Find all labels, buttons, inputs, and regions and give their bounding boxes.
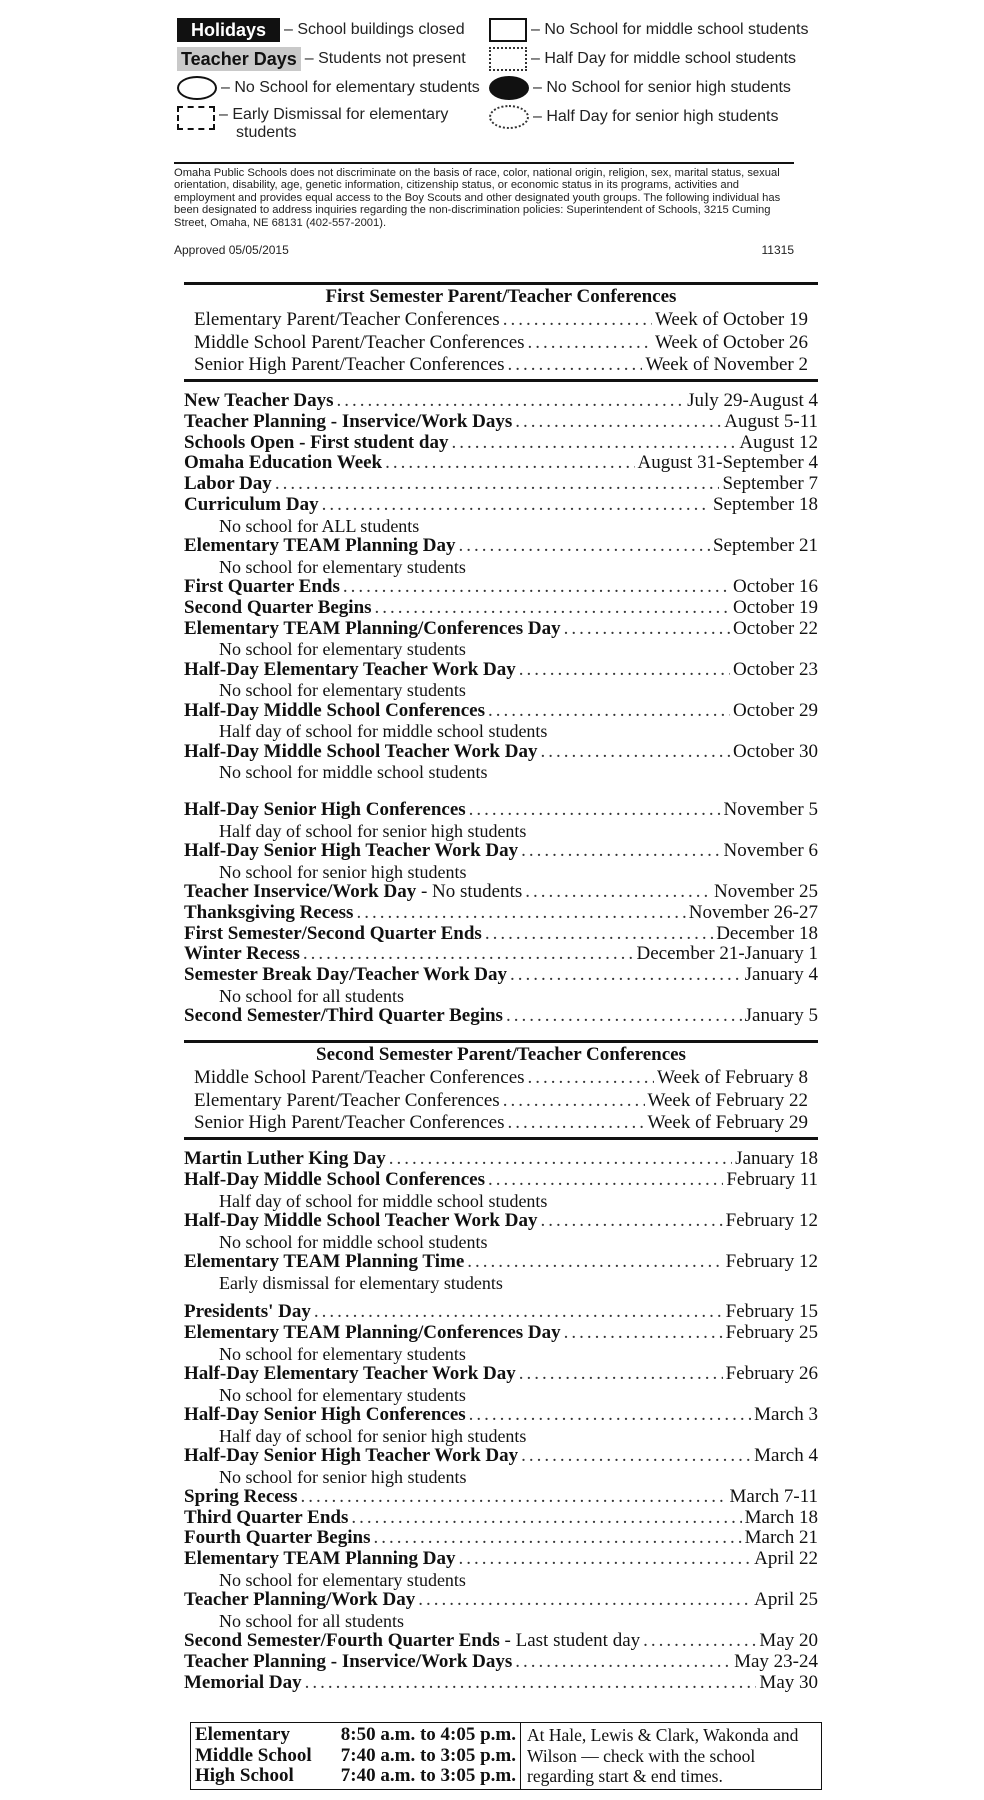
event-date: March 21 <box>744 1527 818 1549</box>
event-title: Second Semester/Fourth Quarter Ends <box>184 1630 500 1652</box>
conference-row <box>184 354 818 377</box>
event-row <box>184 474 818 495</box>
event-name <box>184 536 455 557</box>
event-row <box>184 1149 818 1170</box>
event-note: No school for elementary students <box>219 1343 466 1364</box>
event-name <box>184 495 319 516</box>
legend-half-day-middle <box>489 47 796 71</box>
event-date: February 12 <box>725 1209 818 1231</box>
event-name <box>184 1446 518 1467</box>
legend-holidays-desc: – School buildings closed <box>284 21 465 38</box>
event-name <box>184 1323 561 1344</box>
event-row <box>184 1487 818 1508</box>
leader-dots <box>322 495 710 516</box>
event-row <box>184 1673 818 1694</box>
leader-dots <box>525 882 711 903</box>
event-note: No school for all students <box>219 1610 404 1631</box>
event-name <box>184 1652 512 1673</box>
first-semester-conferences <box>184 282 818 382</box>
leader-dots <box>351 1508 741 1529</box>
event-note: Early dismissal for elementary students <box>219 1272 503 1293</box>
event-title: Teacher Inservice/Work Day <box>184 881 417 902</box>
event-title: Teacher Planning - Inservice/Work Days <box>184 1650 513 1672</box>
event-title: Second Semester/Third Quarter Begins <box>184 1005 503 1027</box>
filled-ellipse-icon <box>489 76 529 100</box>
leader-dots <box>507 1112 644 1135</box>
event-row <box>184 1006 818 1027</box>
divider <box>184 1137 818 1140</box>
legend-no-school-middle-desc: – No School for middle school students <box>531 21 809 38</box>
event-title: Thanksgiving Recess <box>184 901 354 923</box>
school-level: Elementary <box>195 1724 290 1745</box>
event-row <box>184 1508 818 1529</box>
leader-dots <box>385 453 634 474</box>
legend-holidays <box>177 18 465 42</box>
event-name <box>184 660 516 681</box>
event-row <box>184 924 818 945</box>
event-title: Elementary TEAM Planning Day <box>184 534 456 556</box>
event-row <box>184 882 818 903</box>
event-title: New Teacher Days <box>184 390 334 411</box>
event-qualifier: - Last student day <box>499 1630 641 1652</box>
dotted-ellipse-icon <box>489 105 529 129</box>
event-title: Memorial Day <box>184 1671 302 1693</box>
event-date: February 12 <box>725 1250 818 1272</box>
event-date: October 29 <box>733 699 818 721</box>
leader-dots <box>515 412 721 433</box>
event-note: No school for elementary students <box>219 639 466 660</box>
event-title: Half-Day Senior High Conferences <box>184 1403 466 1425</box>
leader-dots <box>375 598 731 619</box>
event-name <box>184 619 561 640</box>
school-hours-row <box>195 1746 516 1767</box>
event-title: Half-Day Senior High Teacher Work Day <box>184 840 519 861</box>
event-name <box>184 800 466 821</box>
event-note: No school for ALL students <box>219 515 420 536</box>
leader-dots <box>488 1170 723 1191</box>
school-time: 8:50 a.m. to 4:05 p.m. <box>340 1724 516 1745</box>
event-date: March 18 <box>744 1506 818 1528</box>
event-date: February 15 <box>725 1301 818 1322</box>
leader-dots <box>314 1302 723 1323</box>
event-name <box>184 1590 415 1611</box>
event-date: January 5 <box>744 1005 818 1027</box>
open-ellipse-icon <box>177 76 217 100</box>
event-row <box>184 1528 818 1549</box>
event-note: No school for elementary students <box>219 1569 466 1590</box>
event-title: Elementary TEAM Planning Time <box>184 1250 465 1272</box>
event-title: Omaha Education Week <box>184 452 383 474</box>
event-row <box>184 1652 818 1673</box>
event-row <box>184 1631 818 1652</box>
event-date: May 20 <box>759 1630 818 1652</box>
event-date: March 4 <box>754 1444 818 1466</box>
leader-dots <box>510 965 742 986</box>
event-title: Elementary TEAM Planning/Conferences Day <box>184 1321 561 1343</box>
leader-dots <box>503 1090 645 1113</box>
event-row <box>184 660 818 681</box>
event-note: Half day of school for senior high students <box>219 1425 527 1446</box>
event-note: No school for senior high students <box>219 1466 467 1487</box>
leader-dots <box>356 903 685 924</box>
leader-dots <box>528 1067 655 1090</box>
school-hours-box <box>190 1722 822 1790</box>
legend-no-school-elementary <box>177 76 480 100</box>
legend-no-school-senior-desc: – No School for senior high students <box>533 79 791 96</box>
event-note: No school for middle school students <box>219 762 488 783</box>
leader-dots <box>540 1211 722 1232</box>
event-name <box>184 742 537 763</box>
holidays-swatch: Holidays <box>177 18 280 42</box>
event-date: August 31-September 4 <box>637 452 818 474</box>
conference-name: Elementary Parent/Teacher Conferences <box>194 1089 500 1111</box>
event-row <box>184 1549 818 1570</box>
event-row <box>184 1446 818 1467</box>
event-name <box>184 1302 311 1323</box>
conference-date: Week of November 2 <box>645 354 808 375</box>
event-title: Elementary TEAM Planning/Conferences Day <box>184 617 561 639</box>
leader-dots <box>564 619 730 640</box>
event-date: September 7 <box>722 473 818 495</box>
event-title: Half-Day Middle School Conferences <box>184 699 485 721</box>
event-row <box>184 965 818 986</box>
event-name <box>184 1508 348 1529</box>
events-list-february <box>184 1149 818 1293</box>
legend-half-day-senior <box>489 105 778 129</box>
event-name <box>184 965 507 986</box>
event-name <box>184 474 272 495</box>
event-name <box>184 1528 370 1549</box>
event-row <box>184 1323 818 1344</box>
event-note: Half day of school for middle school students <box>219 1190 548 1211</box>
event-date: November 5 <box>723 799 818 820</box>
event-name <box>184 1170 485 1191</box>
event-date: January 4 <box>744 964 818 986</box>
event-date: February 25 <box>725 1321 818 1343</box>
event-name <box>184 433 448 454</box>
leader-dots <box>451 433 736 454</box>
school-hours-note: At Hale, Lewis & Clark, Wakonda and Wilson — check with the school regarding start & end times. <box>527 1725 799 1786</box>
event-row <box>184 453 818 474</box>
event-row <box>184 1302 818 1323</box>
event-title: Half-Day Middle School Conferences <box>184 1168 485 1190</box>
conference-date: Week of October 19 <box>654 309 808 330</box>
school-level: Middle School <box>195 1744 312 1766</box>
legend-teacher-days <box>177 47 466 71</box>
event-date: March 7-11 <box>729 1485 818 1507</box>
event-name <box>184 1252 464 1273</box>
leader-dots <box>506 1006 742 1027</box>
event-row <box>184 742 818 763</box>
event-note: Half day of school for middle school students <box>219 721 548 742</box>
leader-dots <box>519 1364 723 1385</box>
second-conferences-title: Second Semester Parent/Teacher Conferences <box>316 1044 686 1065</box>
document-code: 11315 <box>761 243 794 257</box>
event-name <box>184 924 482 945</box>
event-row <box>184 391 818 412</box>
event-row <box>184 412 818 433</box>
leader-dots <box>305 1673 757 1694</box>
event-name <box>184 1149 386 1170</box>
leader-dots <box>303 944 634 965</box>
conference-row <box>184 1112 818 1135</box>
events-list-spring <box>184 1302 818 1694</box>
leader-dots <box>521 1446 751 1467</box>
teacher-days-swatch: Teacher Days <box>177 47 301 71</box>
event-row <box>184 433 818 454</box>
dotted-box-icon <box>489 47 527 71</box>
conference-row <box>184 1067 818 1090</box>
non-discrimination-notice: Omaha Public Schools does not discriminate on the basis of race, color, national origin, religion, sex, marital status, sexual orientation, disability, age, genetic information, citizenship status, or economic status in its programs, activities and employment and provides equal access to the Boy Scouts and other designated youth groups. The following individual has been designated to address inquiries regarding the non-discrimination policies: Superintendent of Schools, 3215 Cuming Street, Omaha, NE 68131 (402-557-2001). <box>174 162 794 229</box>
event-note: No school for elementary students <box>219 680 466 701</box>
event-title: Half-Day Elementary Teacher Work Day <box>184 658 516 680</box>
event-title: Half-Day Senior High Teacher Work Day <box>184 1444 519 1466</box>
conference-date: Week of October 26 <box>654 331 808 353</box>
conference-date: Week of February 8 <box>657 1067 808 1088</box>
event-date: February 26 <box>725 1362 818 1384</box>
leader-dots <box>564 1323 723 1344</box>
event-row <box>184 841 818 862</box>
conference-date: Week of February 29 <box>647 1112 808 1133</box>
event-name <box>184 882 522 903</box>
conference-name: Senior High Parent/Teacher Conferences <box>194 354 505 375</box>
event-date: October 30 <box>733 740 818 762</box>
event-date: October 16 <box>733 575 818 597</box>
event-title: Curriculum Day <box>184 493 319 515</box>
event-name <box>184 944 300 965</box>
conference-name: Middle School Parent/Teacher Conferences <box>194 331 525 353</box>
event-name <box>184 598 372 619</box>
event-title: Half-Day Middle School Teacher Work Day <box>184 740 538 762</box>
solid-box-icon <box>489 18 527 42</box>
leader-dots <box>503 309 652 332</box>
leader-dots <box>469 1405 752 1426</box>
event-name <box>184 1549 455 1570</box>
event-date: May 30 <box>759 1671 818 1693</box>
event-date: March 3 <box>754 1403 818 1425</box>
event-date: October 23 <box>733 658 818 680</box>
event-title: Elementary TEAM Planning Day <box>184 1548 456 1570</box>
approval-line <box>174 243 794 257</box>
legend-no-school-senior <box>489 76 791 100</box>
events-list-fall <box>184 391 818 783</box>
event-date: January 18 <box>735 1148 818 1169</box>
leader-dots <box>275 474 720 495</box>
event-row <box>184 619 818 640</box>
legend-early-dismissal <box>177 106 448 142</box>
event-row <box>184 1211 818 1232</box>
event-row <box>184 495 818 516</box>
event-row <box>184 1590 818 1611</box>
leader-dots <box>521 841 720 862</box>
legend-no-school-middle <box>489 18 808 42</box>
event-date: April 25 <box>754 1589 818 1611</box>
event-date: November 6 <box>723 840 818 861</box>
event-date: September 18 <box>712 493 818 515</box>
event-title: Presidents' Day <box>184 1301 311 1322</box>
first-conferences-title: First Semester Parent/Teacher Conferences <box>325 286 677 307</box>
conference-name: Elementary Parent/Teacher Conferences <box>194 309 500 330</box>
event-row <box>184 577 818 598</box>
event-title: Second Quarter Begins <box>184 596 372 618</box>
conference-date: Week of February 22 <box>647 1089 808 1111</box>
event-name <box>184 903 353 924</box>
leader-dots <box>337 391 685 412</box>
event-name <box>184 1487 297 1508</box>
event-title: Third Quarter Ends <box>184 1506 349 1528</box>
conference-row <box>184 309 818 332</box>
event-date: August 12 <box>739 431 818 453</box>
school-time: 7:40 a.m. to 3:05 p.m. <box>340 1744 516 1766</box>
divider <box>184 379 818 382</box>
event-note: Half day of school for senior high students <box>219 820 527 841</box>
conference-row <box>184 332 818 355</box>
event-title: Teacher Planning - Inservice/Work Days <box>184 410 513 432</box>
event-row <box>184 1405 818 1426</box>
school-hours-table <box>191 1723 521 1789</box>
event-title: Semester Break Day/Teacher Work Day <box>184 964 507 986</box>
leader-dots <box>515 1652 731 1673</box>
event-date: February 11 <box>726 1168 818 1190</box>
event-title: Labor Day <box>184 473 272 495</box>
leader-dots <box>300 1487 726 1508</box>
event-name <box>184 1673 302 1694</box>
event-name <box>184 701 485 722</box>
leader-dots <box>507 354 642 377</box>
event-date: November 26-27 <box>688 901 818 923</box>
event-note: No school for senior high students <box>219 861 467 882</box>
event-title: Half-Day Middle School Teacher Work Day <box>184 1209 538 1231</box>
event-row <box>184 701 818 722</box>
legend-half-day-middle-desc: – Half Day for middle school students <box>531 50 797 67</box>
legend <box>175 14 815 154</box>
second-semester-conferences <box>184 1040 818 1140</box>
leader-dots <box>485 924 713 945</box>
leader-dots <box>528 332 652 355</box>
event-date: November 25 <box>714 881 818 902</box>
leader-dots <box>373 1528 741 1549</box>
legend-teacher-days-desc: – Students not present <box>304 50 466 67</box>
school-hours-row <box>195 1725 516 1746</box>
event-note: No school for elementary students <box>219 1384 466 1405</box>
event-title: Winter Recess <box>184 943 300 965</box>
leader-dots <box>540 742 730 763</box>
event-title: Half-Day Senior High Conferences <box>184 799 466 820</box>
event-row <box>184 598 818 619</box>
event-date: September 21 <box>712 534 818 556</box>
event-name <box>184 1405 466 1426</box>
school-hours-row <box>195 1766 516 1787</box>
approved-date: Approved 05/05/2015 <box>174 243 289 257</box>
event-date: December 18 <box>716 922 818 944</box>
event-name <box>184 391 334 412</box>
event-title: First Quarter Ends <box>184 575 340 597</box>
leader-dots <box>519 660 730 681</box>
event-name <box>184 1211 537 1232</box>
event-row <box>184 1252 818 1273</box>
event-row <box>184 903 818 924</box>
school-level: High School <box>195 1765 294 1786</box>
event-note: No school for all students <box>219 985 404 1006</box>
conference-row <box>184 1090 818 1113</box>
dashed-box-icon <box>177 106 215 130</box>
legend-early-dismissal-desc-2: students <box>236 124 297 141</box>
leader-dots <box>389 1149 732 1170</box>
event-row <box>184 800 818 821</box>
event-row <box>184 1364 818 1385</box>
leader-dots <box>643 1631 756 1652</box>
event-date: July 29-August 4 <box>687 390 818 411</box>
leader-dots <box>469 800 721 821</box>
event-date: August 5-11 <box>724 410 818 432</box>
event-title: Spring Recess <box>184 1485 298 1507</box>
event-row <box>184 536 818 557</box>
event-date: December 21-January 1 <box>636 943 818 965</box>
event-name <box>184 453 382 474</box>
conference-name: Middle School Parent/Teacher Conferences <box>194 1067 525 1088</box>
event-name <box>184 1006 503 1027</box>
event-name <box>184 1631 640 1652</box>
leader-dots <box>458 536 710 557</box>
event-date: April 22 <box>754 1548 818 1570</box>
event-note: No school for middle school students <box>219 1231 488 1252</box>
event-name <box>184 1364 516 1385</box>
event-row <box>184 1170 818 1191</box>
leader-dots <box>418 1590 751 1611</box>
event-note: No school for elementary students <box>219 556 466 577</box>
legend-early-dismissal-desc: – Early Dismissal for elementary <box>219 106 449 123</box>
event-title: Fourth Quarter Begins <box>184 1527 371 1549</box>
event-title: Half-Day Elementary Teacher Work Day <box>184 1362 516 1384</box>
conference-name: Senior High Parent/Teacher Conferences <box>194 1112 505 1133</box>
event-title: Schools Open - First student day <box>184 431 449 453</box>
event-name <box>184 577 340 598</box>
event-date: October 22 <box>733 617 818 639</box>
event-date: May 23-24 <box>734 1650 818 1672</box>
legend-no-school-elementary-desc: – No School for elementary students <box>221 79 480 96</box>
event-title: Teacher Planning/Work Day <box>184 1589 416 1611</box>
leader-dots <box>488 701 730 722</box>
leader-dots <box>343 577 730 598</box>
event-row <box>184 944 818 965</box>
leader-dots <box>458 1549 751 1570</box>
event-name <box>184 841 518 862</box>
leader-dots <box>467 1252 722 1273</box>
legend-half-day-senior-desc: – Half Day for senior high students <box>533 108 779 125</box>
event-date: October 19 <box>733 596 818 618</box>
school-time: 7:40 a.m. to 3:05 p.m. <box>340 1765 516 1786</box>
events-list-winter <box>184 800 818 1027</box>
event-name <box>184 412 512 433</box>
event-title: First Semester/Second Quarter Ends <box>184 922 482 944</box>
event-title: Martin Luther King Day <box>184 1148 386 1169</box>
event-qualifier: - No students <box>416 881 523 902</box>
